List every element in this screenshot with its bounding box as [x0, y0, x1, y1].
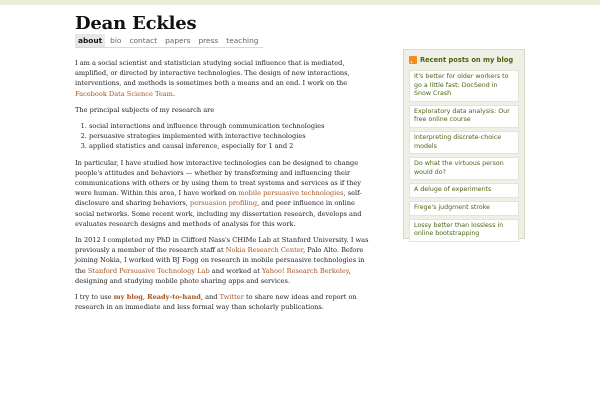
nav-bio[interactable]: bio — [110, 36, 122, 45]
phd-text-1: In 2012 I completed my PhD in Clifford Nass's CHIMe Lab at Stanford University. I was previously a member of the research staff at — [75, 236, 369, 255]
nokia-research-link[interactable]: Nokia Research Center — [225, 246, 304, 255]
recent-posts-list — [409, 70, 519, 242]
yahoo-research-link[interactable]: Yahoo! Research Berkeley — [261, 266, 349, 275]
post-link[interactable]: Do what the virtuous person would do? — [414, 160, 504, 176]
intro-text: I am a social scientist and statistician studying social influence that is mediated, amplified, or directed by interactive technologies. The design of new interactions, interventions, and methods is sometimes both a means and an end. I work on the — [75, 59, 350, 88]
list-item — [409, 131, 519, 154]
recent-posts-heading[interactable] — [409, 54, 519, 66]
nav-press[interactable]: press — [198, 36, 219, 45]
post-link[interactable]: Lossy better than lossless in online bootstrapping — [414, 221, 504, 238]
list-item — [409, 105, 519, 128]
nav-about[interactable]: about — [75, 34, 105, 47]
blog-paragraph — [75, 292, 370, 312]
particular-text-3: , and peer influence in online social networks. Some recent work, including my dissertation research, develops and evaluates research designs and methods of analysis for this work. — [75, 199, 362, 228]
list-item — [409, 219, 519, 242]
post-link[interactable]: Interpreting discrete-choice models — [414, 133, 502, 150]
post-link[interactable]: A deluge of experiments — [414, 186, 492, 194]
list-item: 2. persuasive strategies implemented with interactive technologies — [89, 131, 370, 141]
mobile-persuasive-link[interactable]: mobile persuasive technologies — [238, 189, 344, 198]
ready-to-hand-link[interactable]: Ready-to-hand — [147, 293, 201, 302]
phd-text-3: and worked at — [209, 266, 262, 275]
particular-text-2: , self-disclosure and sharing behaviors, — [75, 189, 362, 208]
post-link[interactable]: It's better for older workers to go a little fast: DocSend in Snow Crash — [414, 73, 509, 98]
post-link[interactable]: Frege's judgment stroke — [414, 203, 490, 211]
phd-text-4: , designing and studying mobile photo sharing apps and services. — [75, 266, 351, 285]
top-accent-bar — [0, 0, 600, 5]
intro-paragraph — [75, 58, 370, 99]
phd-paragraph — [75, 235, 370, 286]
intro-text-end: . — [172, 89, 176, 98]
particular-text-1: In particular, I have studied how interactive technologies can be designed to change people's attitudes and behaviors — whether by transforming and influencing their communications with others or by using them to treat systems and services as if they were human. Within this area, I have worked on — [75, 158, 361, 198]
rss-icon[interactable] — [409, 56, 417, 64]
main-content — [75, 58, 370, 318]
persuasion-profiling-link[interactable]: persuasion profiling — [189, 199, 258, 208]
list-item — [409, 157, 519, 180]
twitter-link[interactable]: Twitter — [219, 293, 244, 302]
list-item — [409, 183, 519, 198]
research-subjects-list — [89, 121, 370, 152]
facebook-data-science-link[interactable]: Facebook Data Science Team — [75, 89, 173, 98]
blog-text-4: to share new ideas and report on research in an immediate and less formal way than scholarly publications. — [75, 293, 357, 312]
particular-paragraph — [75, 158, 370, 229]
phd-text-2: , Palo Alto. Before joining Nokia, I worked with BJ Fogg on research in mobile persuasive technologies in the — [75, 246, 365, 275]
post-link[interactable]: Exploratory data analysis: Our free online course — [414, 107, 510, 124]
stanford-persuasive-lab-link[interactable]: Stanford Persuasive Technology Lab — [87, 266, 210, 275]
blog-text-3: , and — [200, 293, 220, 302]
list-item: 3. applied statistics and causal inference, especially for 1 and 2 — [89, 141, 370, 151]
research-subjects-intro: The principal subjects of my research are — [75, 105, 215, 114]
my-blog-link[interactable]: my blog — [113, 293, 143, 302]
blog-text-1: I try to use — [75, 293, 114, 302]
nav-papers[interactable]: papers — [165, 36, 191, 45]
nav-contact[interactable]: contact — [129, 36, 158, 45]
recent-posts-title[interactable]: Recent posts on my blog — [420, 56, 514, 64]
list-item — [409, 201, 519, 216]
main-nav — [75, 34, 263, 48]
list-item — [409, 70, 519, 102]
list-item: 1. social interactions and influence through communication technologies — [89, 121, 370, 131]
recent-posts-sidebar — [403, 49, 525, 239]
blog-text-2: , — [142, 293, 148, 302]
nav-teaching[interactable]: teaching — [226, 36, 259, 45]
site-title[interactable]: Dean Eckles — [75, 13, 197, 34]
